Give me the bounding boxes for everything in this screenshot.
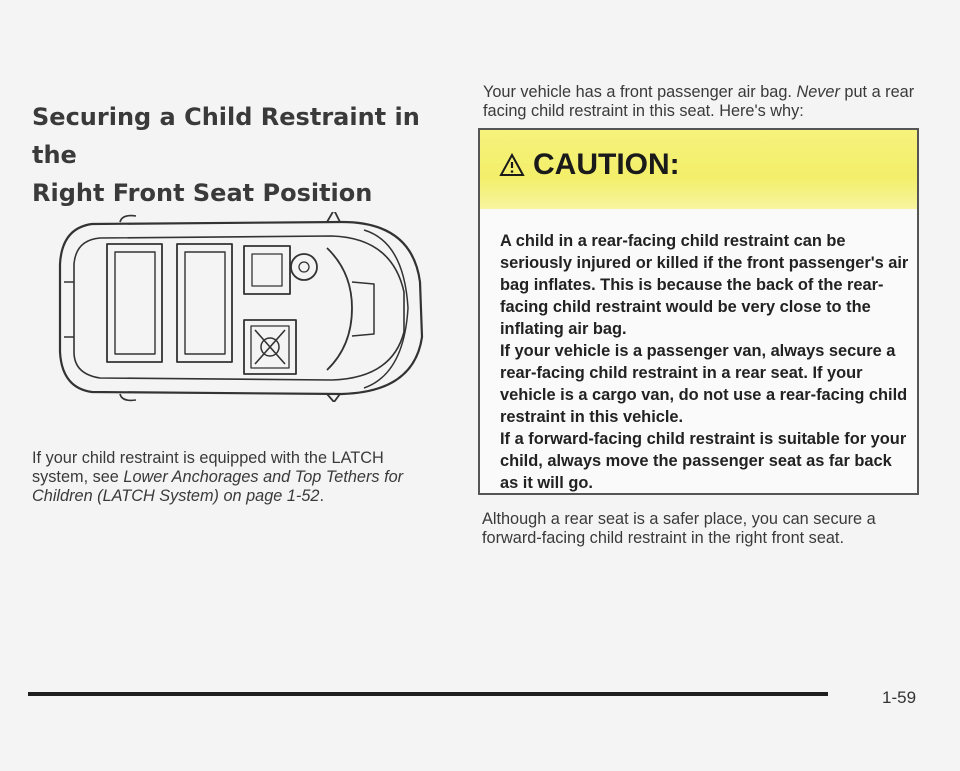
- caution-box: [478, 128, 919, 495]
- page-heading: [32, 98, 432, 212]
- latch-reference-link[interactable]: Lower Anchorages and Top Tethers for Children (LATCH System) on page 1-52: [32, 468, 404, 505]
- heading-line-2: Right Front Seat Position: [32, 179, 373, 207]
- caution-label: [499, 148, 680, 182]
- van-overhead-child-seat-icon: [52, 212, 430, 402]
- latch-end: .: [319, 487, 324, 505]
- intro-text: Your vehicle has a front passenger air bag.: [483, 83, 797, 101]
- footer-rule: [28, 692, 828, 696]
- intro-emphasis: Never: [796, 83, 840, 101]
- airbag-intro-paragraph: [483, 83, 923, 121]
- warning-triangle-icon: [499, 153, 525, 177]
- page-number: 1-59: [882, 688, 917, 707]
- latch-text: If your child restraint is equipped with the LATCH system, see: [32, 449, 384, 486]
- caution-text: [500, 230, 910, 494]
- caution-title: CAUTION:: [533, 148, 680, 181]
- caution-header-bar: [480, 130, 917, 209]
- latch-paragraph: [32, 449, 442, 506]
- caution-paragraph-2: If your vehicle is a passenger van, always secure a rear-facing child restraint in a rear seat. If your vehicle is a cargo van, do not use a rear-facing child restraint in this vehicle.: [500, 342, 908, 426]
- intro-rest: put a rear facing child restraint in this seat. Here's why:: [483, 83, 915, 120]
- caution-paragraph-1: A child in a rear-facing child restraint can be seriously injured or killed if the front passenger's air bag inflates. This is because the back of the rear-facing child restraint would be very close to the inflating air bag.: [500, 232, 909, 338]
- caution-paragraph-3: If a forward-facing child restraint is suitable for your child, always move the passenger seat as far back as it will go.: [500, 430, 907, 492]
- safer-place-paragraph: Although a rear seat is a safer place, you can secure a forward-facing child restraint in the right front seat.: [482, 510, 876, 547]
- heading-line-1: Securing a Child Restraint in the: [32, 103, 420, 169]
